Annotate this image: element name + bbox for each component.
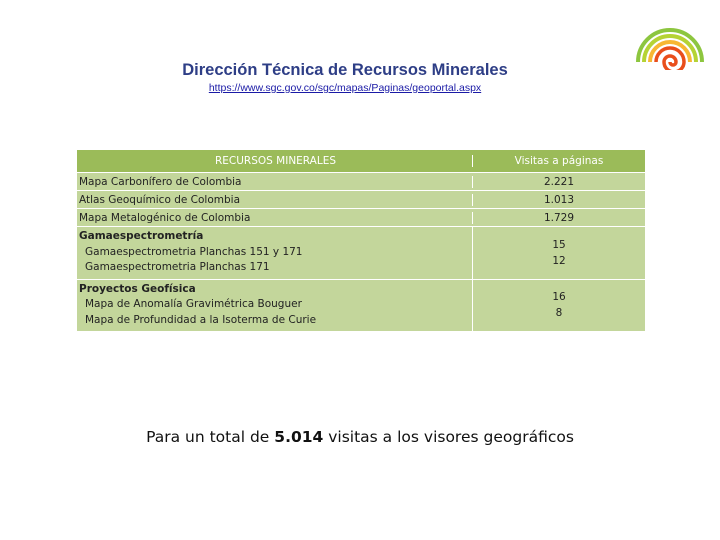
column-header-visits: Visitas a páginas: [472, 155, 645, 167]
visit-count: 1.013: [472, 194, 645, 206]
resource-name: Mapa de Anomalía Gravimétrica Bouguer: [85, 298, 302, 310]
resource-name: Mapa Carbonífero de Colombia: [79, 175, 242, 188]
visit-count: 2.221: [472, 176, 645, 188]
table-group-row: [77, 280, 645, 333]
visit-count: 16: [552, 291, 566, 304]
resource-name: Gamaespectrometria Planchas 171: [85, 261, 270, 273]
visit-count: 1.729: [472, 212, 645, 224]
table-row: [77, 191, 645, 209]
table-header-row: [77, 150, 645, 173]
resource-name: Mapa Metalogénico de Colombia: [79, 211, 251, 224]
resource-name: Atlas Geoquímico de Colombia: [79, 193, 241, 206]
visit-count: 12: [552, 254, 566, 267]
table-row: [77, 173, 645, 191]
page-title: Dirección Técnica de Recursos Minerales: [182, 61, 508, 79]
group-title: Proyectos Geofísica: [79, 282, 196, 295]
visit-count: 8: [555, 307, 563, 320]
visit-count: 15: [552, 238, 566, 251]
resource-name: Mapa de Profundidad a la Isoterma de Curie: [85, 313, 317, 326]
total-summary: [0, 428, 720, 446]
total-value: 5.014: [274, 428, 324, 446]
geoportal-link[interactable]: https://www.sgc.gov.co/sgc/mapas/Paginas/geoportal.aspx: [208, 82, 482, 94]
table-row: [77, 209, 645, 227]
resource-name: Gamaespectrometria Planchas 151 y 171: [85, 245, 303, 258]
visits-table: [77, 150, 645, 332]
total-suffix: visitas a los visores geográficos: [323, 428, 574, 446]
column-header-resources: RECURSOS MINERALES: [214, 155, 337, 167]
group-title: Gamaespectrometría: [79, 230, 204, 242]
table-group-row: [77, 227, 645, 280]
total-prefix: Para un total de: [146, 428, 275, 446]
